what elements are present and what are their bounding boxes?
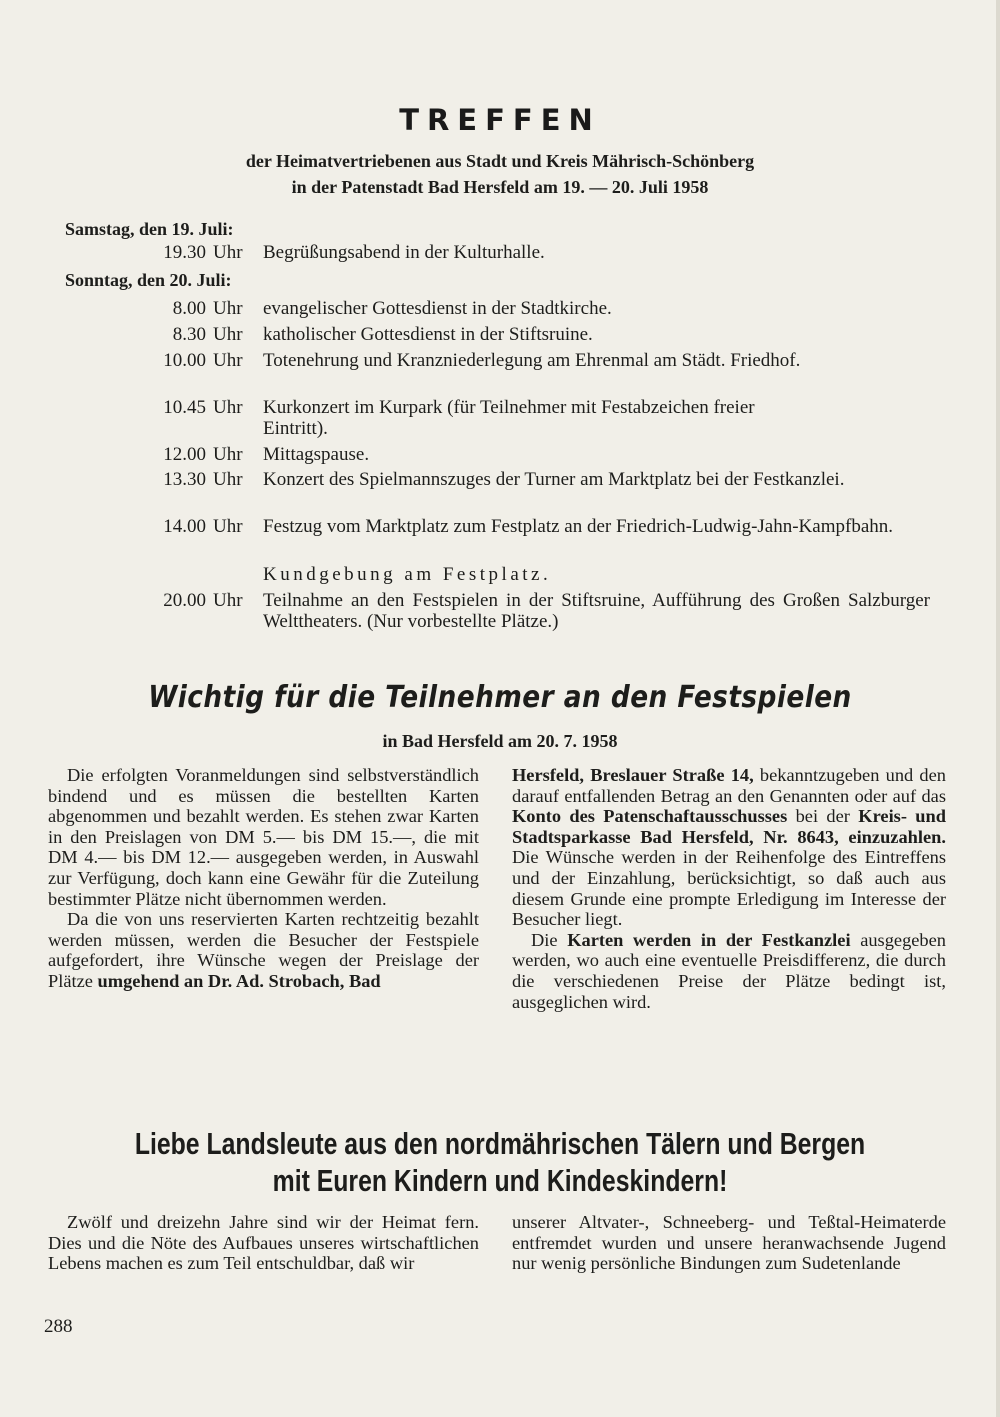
- schedule-text: Teilnahme an den Festspielen in der Stiftsruine, Aufführung des Großen Salzburger Welttheaters. (Nur vorbestellte Plätze.): [263, 590, 930, 632]
- landsleute-column-2: [512, 1212, 946, 1274]
- paragraph: [48, 909, 479, 991]
- schedule-unit: Uhr: [213, 516, 243, 537]
- schedule-text: Konzert des Spielmannszuges der Turner am Marktplatz bei der Festkanzlei.: [263, 469, 845, 490]
- sunday-heading: Sonntag, den 20. Juli:: [65, 270, 232, 290]
- schedule-unit: Uhr: [213, 590, 243, 611]
- paragraph: [48, 765, 479, 909]
- account-emphasis: Konto des Patenschaftausschusses: [512, 806, 788, 827]
- paragraph-text: Da die von uns reservierten Karten rechtzeitig bezahlt werden müssen, werden die Besucher der Festspiele aufgefordert, ihre Wünsche wegen der Preislage der Plätze: [48, 909, 479, 991]
- schedule-unit: Uhr: [213, 469, 243, 490]
- schedule-time: 20.00: [163, 590, 206, 611]
- tickets-emphasis: Karten werden in der Festkanzlei: [567, 929, 851, 950]
- schedule-text: Mittagspause.: [263, 444, 370, 465]
- title-subline-1: der Heimatvertriebenen aus Stadt und Kreis Mährisch-Schönberg: [245, 151, 755, 171]
- landsleute-column-1: [48, 1212, 479, 1274]
- rally-text: Kundgebung am Festplatz.: [263, 564, 552, 585]
- schedule-time: 10.45: [163, 397, 206, 418]
- address-emphasis: Hersfeld, Breslauer Straße 14,: [512, 765, 754, 785]
- schedule-unit: Uhr: [213, 397, 243, 418]
- schedule-time: 10.00: [163, 350, 206, 371]
- schedule-unit: Uhr: [213, 242, 243, 263]
- bank-emphasis: Kreis- und Stadtsparkasse Bad Hersfeld, Nr. 8643, einzuzahlen.: [512, 806, 946, 847]
- paragraph-text: Die erfolgten Voranmeldungen sind selbstverständlich bindend und es müssen die bestellten Karten abgenommen und bezahlt werden. Es stehen zwar Karten in den Preislagen von DM 5.— bis DM 15.—, die mit DM 4.— bis DM 12.— ausgegeben werden, in Auswahl zur Verfügung, doch kann eine Gewähr für die Zuteilung bestimmter Plätze nicht übernommen werden.: [48, 765, 479, 909]
- schedule-time: 8.30: [172, 324, 206, 345]
- schedule-unit: Uhr: [213, 444, 243, 465]
- schedule-text: Begrüßungsabend in der Kulturhalle.: [263, 242, 545, 263]
- section-heading-landsleute-line-2: mit Euren Kindern und Kindeskindern!: [272, 1163, 728, 1198]
- schedule-text: Festzug vom Marktplatz zum Festplatz an der Friedrich-Ludwig-Jahn-Kampfbahn.: [263, 516, 893, 537]
- schedule-unit: Uhr: [213, 324, 243, 345]
- paragraph: [512, 1212, 946, 1274]
- page-edge: [996, 0, 1000, 1417]
- paragraph-text: Die: [531, 929, 568, 950]
- schedule-text: Kurkonzert im Kurpark (für Teilnehmer mit Festabzeichen freier Eintritt).: [263, 397, 755, 439]
- page-number: 288: [44, 1316, 73, 1337]
- paragraph-text: unserer Altvater-, Schneeberg- und Teßtal-Heimaterde entfremdet wurden und unsere heranwachsende Jugend nur wenig persönliche Bindungen zum Sudetenlande: [512, 1212, 946, 1274]
- title-subline-2: in der Patenstadt Bad Hersfeld am 19. — 20. Juli 1958: [291, 177, 709, 197]
- schedule-text: katholischer Gottesdienst in der Stiftsruine.: [263, 324, 593, 345]
- schedule-unit: Uhr: [213, 298, 243, 319]
- address-emphasis: umgehend an Dr. Ad. Strobach, Bad: [97, 970, 381, 991]
- schedule-time: 19.30: [163, 242, 206, 263]
- paragraph-text: Die Wünsche werden in der Reihenfolge des Eintreffens und der Einzahlung, berücksichtigt, so daß auch aus diesem Grunde eine prompte Erledigung im Interesse der Besucher liegt.: [512, 847, 946, 930]
- section-heading-landsleute-line-1: Liebe Landsleute aus den nordmährischen Tälern und Bergen: [134, 1126, 866, 1161]
- paragraph-text: ausgegeben werden, wo auch eine eventuelle Preisdifferenz, die durch die verschiedenen Preise der Plätze bedingt ist, ausgeglichen wird.: [512, 929, 946, 1012]
- paragraph: [512, 765, 946, 930]
- section-heading-festival: Wichtig für die Teilnehmer an den Festspielen: [148, 680, 852, 715]
- paragraph-text: bekanntzugeben und den darauf entfallenden Betrag an den Genannten oder auf das: [512, 765, 946, 806]
- saturday-heading: Samstag, den 19. Juli:: [65, 219, 234, 239]
- festival-column-1: [48, 765, 479, 992]
- paragraph: [48, 1212, 479, 1274]
- paragraph: [512, 930, 946, 1012]
- schedule-text: evangelischer Gottesdienst in der Stadtkirche.: [263, 298, 612, 319]
- schedule-time: 13.30: [163, 469, 206, 490]
- schedule-time: 14.00: [163, 516, 206, 537]
- page-title: TREFFEN: [399, 103, 601, 137]
- festival-column-2: [512, 765, 946, 1012]
- paragraph-text: bei der: [787, 806, 859, 827]
- schedule-text: Totenehrung und Kranzniederlegung am Ehrenmal am Städt. Friedhof.: [263, 350, 801, 371]
- schedule-unit: Uhr: [213, 350, 243, 371]
- schedule-time: 12.00: [163, 444, 206, 465]
- paragraph-text: Zwölf und dreizehn Jahre sind wir der Heimat fern. Dies und die Nöte des Aufbaues unseres wirtschaftlichen Lebens machen es zum Teil entschuldbar, daß wir: [48, 1212, 479, 1274]
- section-subheading-festival: in Bad Hersfeld am 20. 7. 1958: [382, 731, 618, 751]
- schedule-time: 8.00: [172, 298, 206, 319]
